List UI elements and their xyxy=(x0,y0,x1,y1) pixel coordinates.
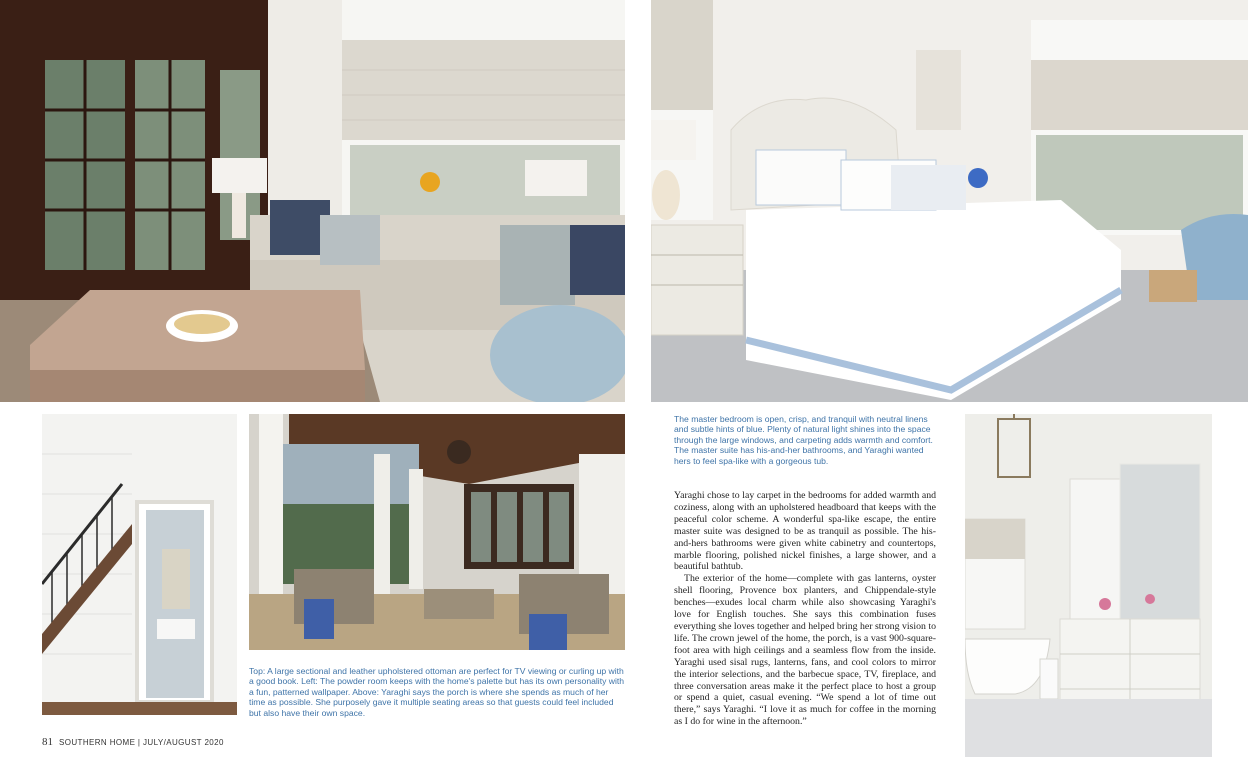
page-number: 81 xyxy=(42,736,53,748)
bedroom-caption: The master bedroom is open, crisp, and tranquil with neutral linens and subtle hints of blue. Plenty of natural light shines into the space through the large windows, and carpeting adds warmth and comfort. The master suite has his-and-her bathrooms, and Yaraghi wanted hers to feel spa-like with a gorgeous tub. xyxy=(674,414,933,466)
powder-room-photo xyxy=(42,414,237,715)
living-caption: Top: A large sectional and leather upholstered ottoman are perfect for TV viewing or curling up with a good book. Left: The powder room keeps with the home's palette but has its own personality with a fun, patterned wallpaper. Above: Yaraghi says the porch is where she spends as much of her time as possible. She purposely gave it multiple seating areas so that guests could feel included but also have their own space. xyxy=(249,666,625,718)
page-folio xyxy=(42,736,224,748)
body-paragraph: Yaraghi chose to lay carpet in the bedrooms for added warmth and coziness, along with an upholstered headboard that keeps with the peaceful color scheme. A wonderful spa-like escape, the entire master suite was designed to be as tranquil as possible. The his-and-hers bathrooms were given white cabinetry and countertops, marble flooring, polished nickel finishes, a large shower, and a beautiful bathtub. xyxy=(674,490,936,573)
bedroom-photo xyxy=(651,0,1248,402)
article-body xyxy=(674,490,936,728)
bathroom-photo xyxy=(965,414,1212,757)
page-gutter xyxy=(625,0,651,757)
body-paragraph: The exterior of the home—complete with gas lanterns, oyster shell flooring, Provence box planters, and Chippendale-style benches—exudes local charm while also showcasing Yaraghi's love for English touches. She says this combination fuses everything she loves together and helped bring her strong vision to life. The crown jewel of the home, the porch, is a vast 900-square-foot area with high ceilings and a seamless flow from the inside. Yaraghi used sisal rugs, lanterns, fans, and cool colors to mirror the interior selections, and the barbecue space, TV, fireplace, and three conversation areas make it the perfect place to host a group or spend a quiet, casual evening. “We spend a lot of time out there,” says Yaraghi. “I love it as much for coffee in the morning as I do for wine in the afternoon.” xyxy=(674,573,936,728)
living-room-photo xyxy=(0,0,626,402)
publication-name: SOUTHERN HOME | JULY/AUGUST 2020 xyxy=(59,738,224,747)
porch-photo xyxy=(249,414,626,650)
